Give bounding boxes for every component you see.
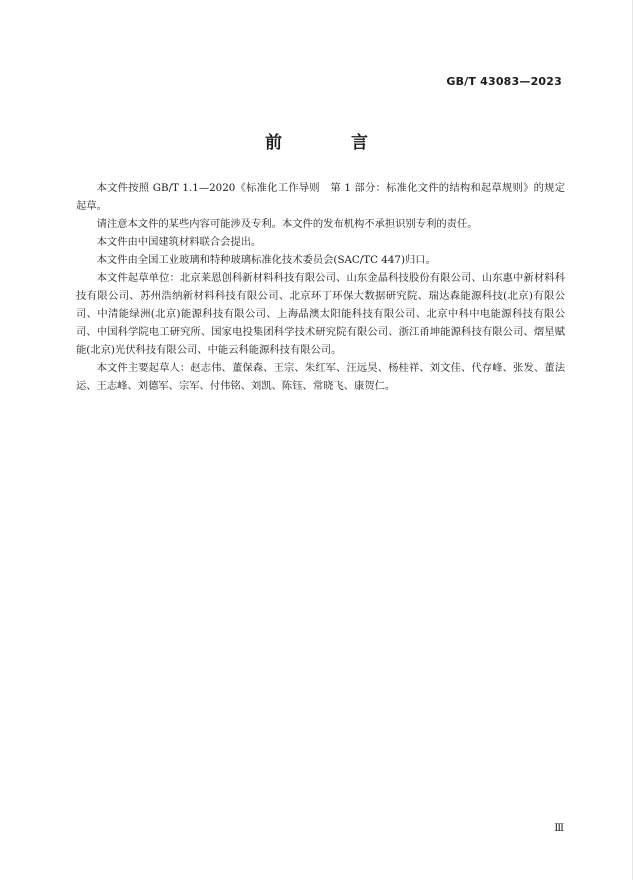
page-number: Ⅲ xyxy=(554,823,564,834)
paragraph-drafting-units: 本文件起草单位：北京莱恩创科新材料科技有限公司、山东金晶科技股份有限公司、山东惠中新材料科技有限公司、苏州浩纳新材料科技有限公司、北京环丁环保大数据研究院、瑞达森能源科技(北京)有限公司、中清能绿洲(北京)能源科技有限公司、上海晶澳太阳能科技有限公司、北京中科中电能源科技有限公司、中国科学院电工研究所、国家电投集团科学技术研究院有限公司、浙江甬坤能源科技有限公司、熠星赋能(北京)光伏科技有限公司、中能云科能源科技有限公司。 xyxy=(76,272,565,356)
foreword-body xyxy=(76,179,565,395)
standard-code: GB/T 43083—2023 xyxy=(446,75,562,88)
paragraph-drafting-rules: 本文件按照 GB/T 1.1—2020《标准化工作导则 第 1 部分：标准化文件的结构和起草规则》的规定起草。 xyxy=(76,182,565,212)
page-title: 前 言 xyxy=(265,133,394,153)
paragraph-proposer: 本文件由中国建筑材料联合会提出。 xyxy=(96,236,262,248)
paragraph-patent-notice: 请注意本文件的某些内容可能涉及专利。本文件的发布机构不承担识别专利的责任。 xyxy=(96,218,478,230)
paragraph-committee: 本文件由全国工业玻璃和特种玻璃标准化技术委员会(SAC/TC 447)归口。 xyxy=(96,254,436,266)
paragraph-drafters: 本文件主要起草人：赵志伟、董保森、王宗、朱红军、汪远昊、杨桂祥、刘文佳、代存峰、张发、董法运、王志峰、刘德军、宗军、付伟铭、刘凯、陈钰、常晓飞、康贺仁。 xyxy=(76,362,565,392)
